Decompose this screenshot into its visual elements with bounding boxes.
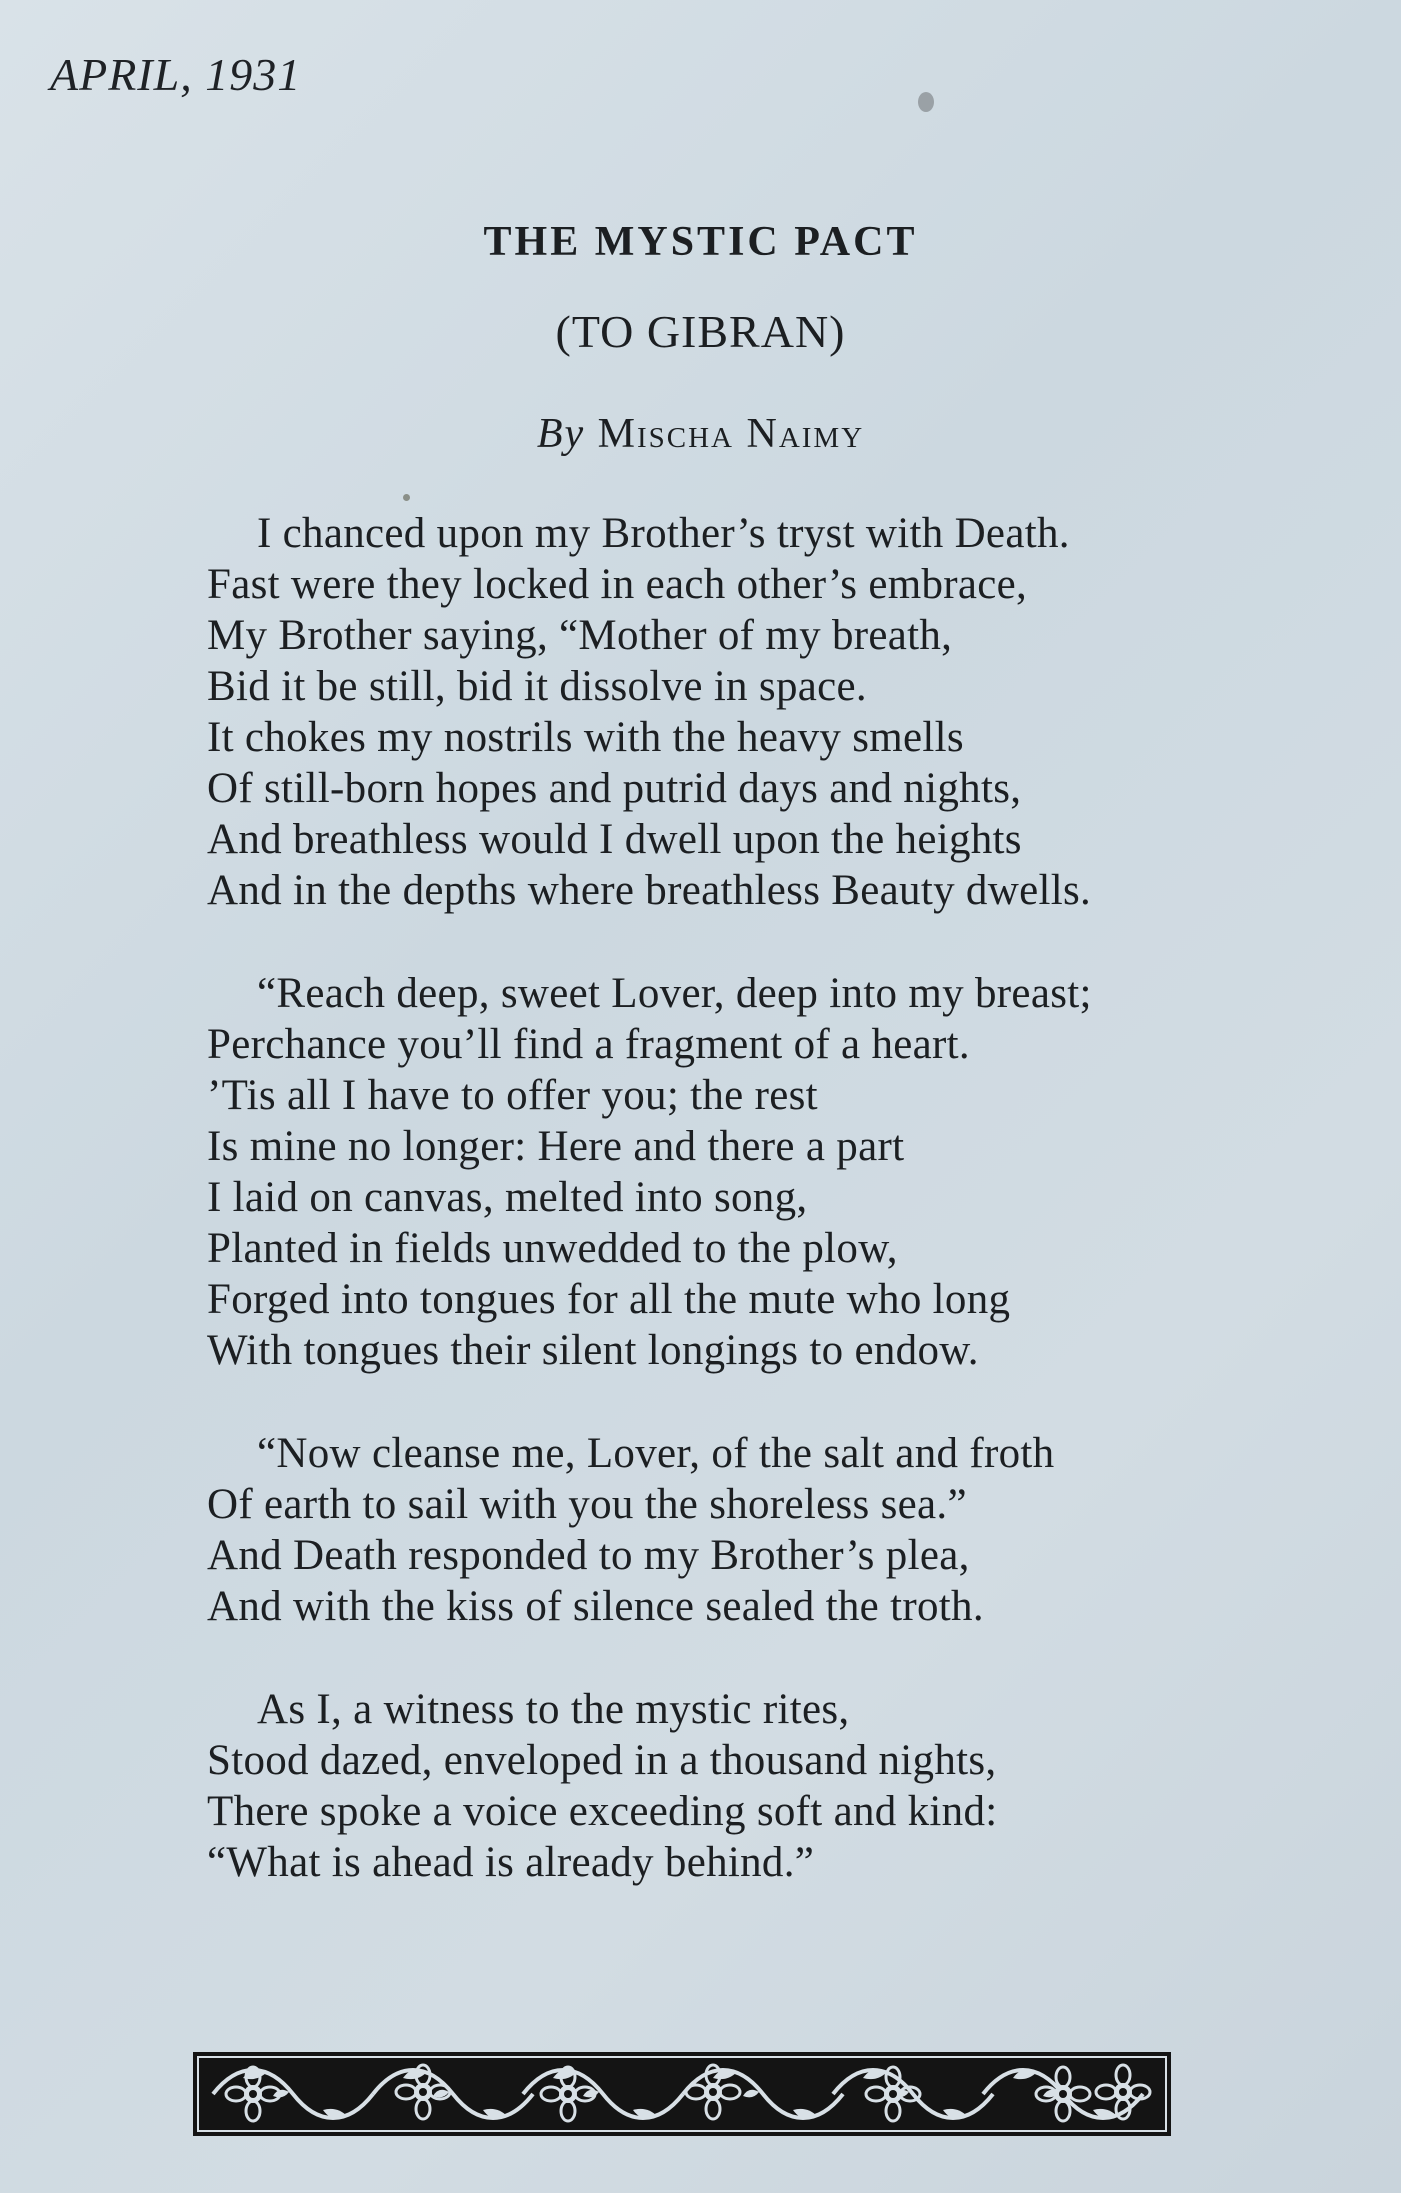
- stanza: [207, 1684, 1257, 1888]
- poem-line: Perchance you’ll find a fragment of a heart.: [207, 1021, 970, 1068]
- floral-border-icon: [193, 2052, 1171, 2136]
- poem-line: “Now cleanse me, Lover, of the salt and froth: [257, 1430, 1055, 1477]
- poem-line: Bid it be still, bid it dissolve in space.: [207, 663, 867, 710]
- poem-line: And Death responded to my Brother’s plea,: [207, 1532, 970, 1579]
- stanza: [207, 1428, 1257, 1632]
- poem-line: Fast were they locked in each other’s embrace,: [207, 561, 1028, 608]
- poem-line: “Reach deep, sweet Lover, deep into my breast;: [257, 970, 1092, 1017]
- poem-title: THE MYSTIC PACT: [483, 219, 918, 265]
- poem-line: I chanced upon my Brother’s tryst with Death.: [257, 510, 1070, 557]
- byline: [0, 410, 1401, 458]
- running-head-date: APRIL, 1931: [50, 49, 302, 100]
- byline-prefix: By: [536, 411, 586, 457]
- poem-line: “What is ahead is already behind.”: [207, 1839, 815, 1886]
- poem-line: Of earth to sail with you the shoreless sea.”: [207, 1481, 967, 1528]
- poem-line: Is mine no longer: Here and there a part: [207, 1123, 905, 1170]
- poem-body: [207, 508, 1257, 1940]
- stanza: [207, 968, 1257, 1376]
- poem-line: It chokes my nostrils with the heavy smells: [207, 714, 964, 761]
- poem-line: Forged into tongues for all the mute who long: [207, 1276, 1011, 1323]
- paper-speck: [403, 494, 410, 501]
- paper-speck: [918, 92, 934, 112]
- poem-line: And in the depths where breathless Beauty dwells.: [207, 867, 1092, 914]
- poem-line: And with the kiss of silence sealed the troth.: [207, 1583, 984, 1630]
- author-name: Mischa Naimy: [597, 411, 865, 457]
- poem-line: With tongues their silent longings to endow.: [207, 1327, 979, 1374]
- poem-line: As I, a witness to the mystic rites,: [257, 1686, 850, 1733]
- poem-line: And breathless would I dwell upon the heights: [207, 816, 1022, 863]
- poem-dedication: (TO GIBRAN): [555, 306, 846, 357]
- poem-line: My Brother saying, “Mother of my breath,: [207, 612, 953, 659]
- poem-line: Planted in fields unwedded to the plow,: [207, 1225, 898, 1272]
- poem-line: I laid on canvas, melted into song,: [207, 1174, 808, 1221]
- poem-line: There spoke a voice exceeding soft and kind:: [207, 1788, 998, 1835]
- stanza: [207, 508, 1257, 916]
- poem-line: Of still-born hopes and putrid days and nights,: [207, 765, 1022, 812]
- poem-line: ’Tis all I have to offer you; the rest: [207, 1072, 818, 1119]
- poem-line: Stood dazed, enveloped in a thousand nights,: [207, 1737, 997, 1784]
